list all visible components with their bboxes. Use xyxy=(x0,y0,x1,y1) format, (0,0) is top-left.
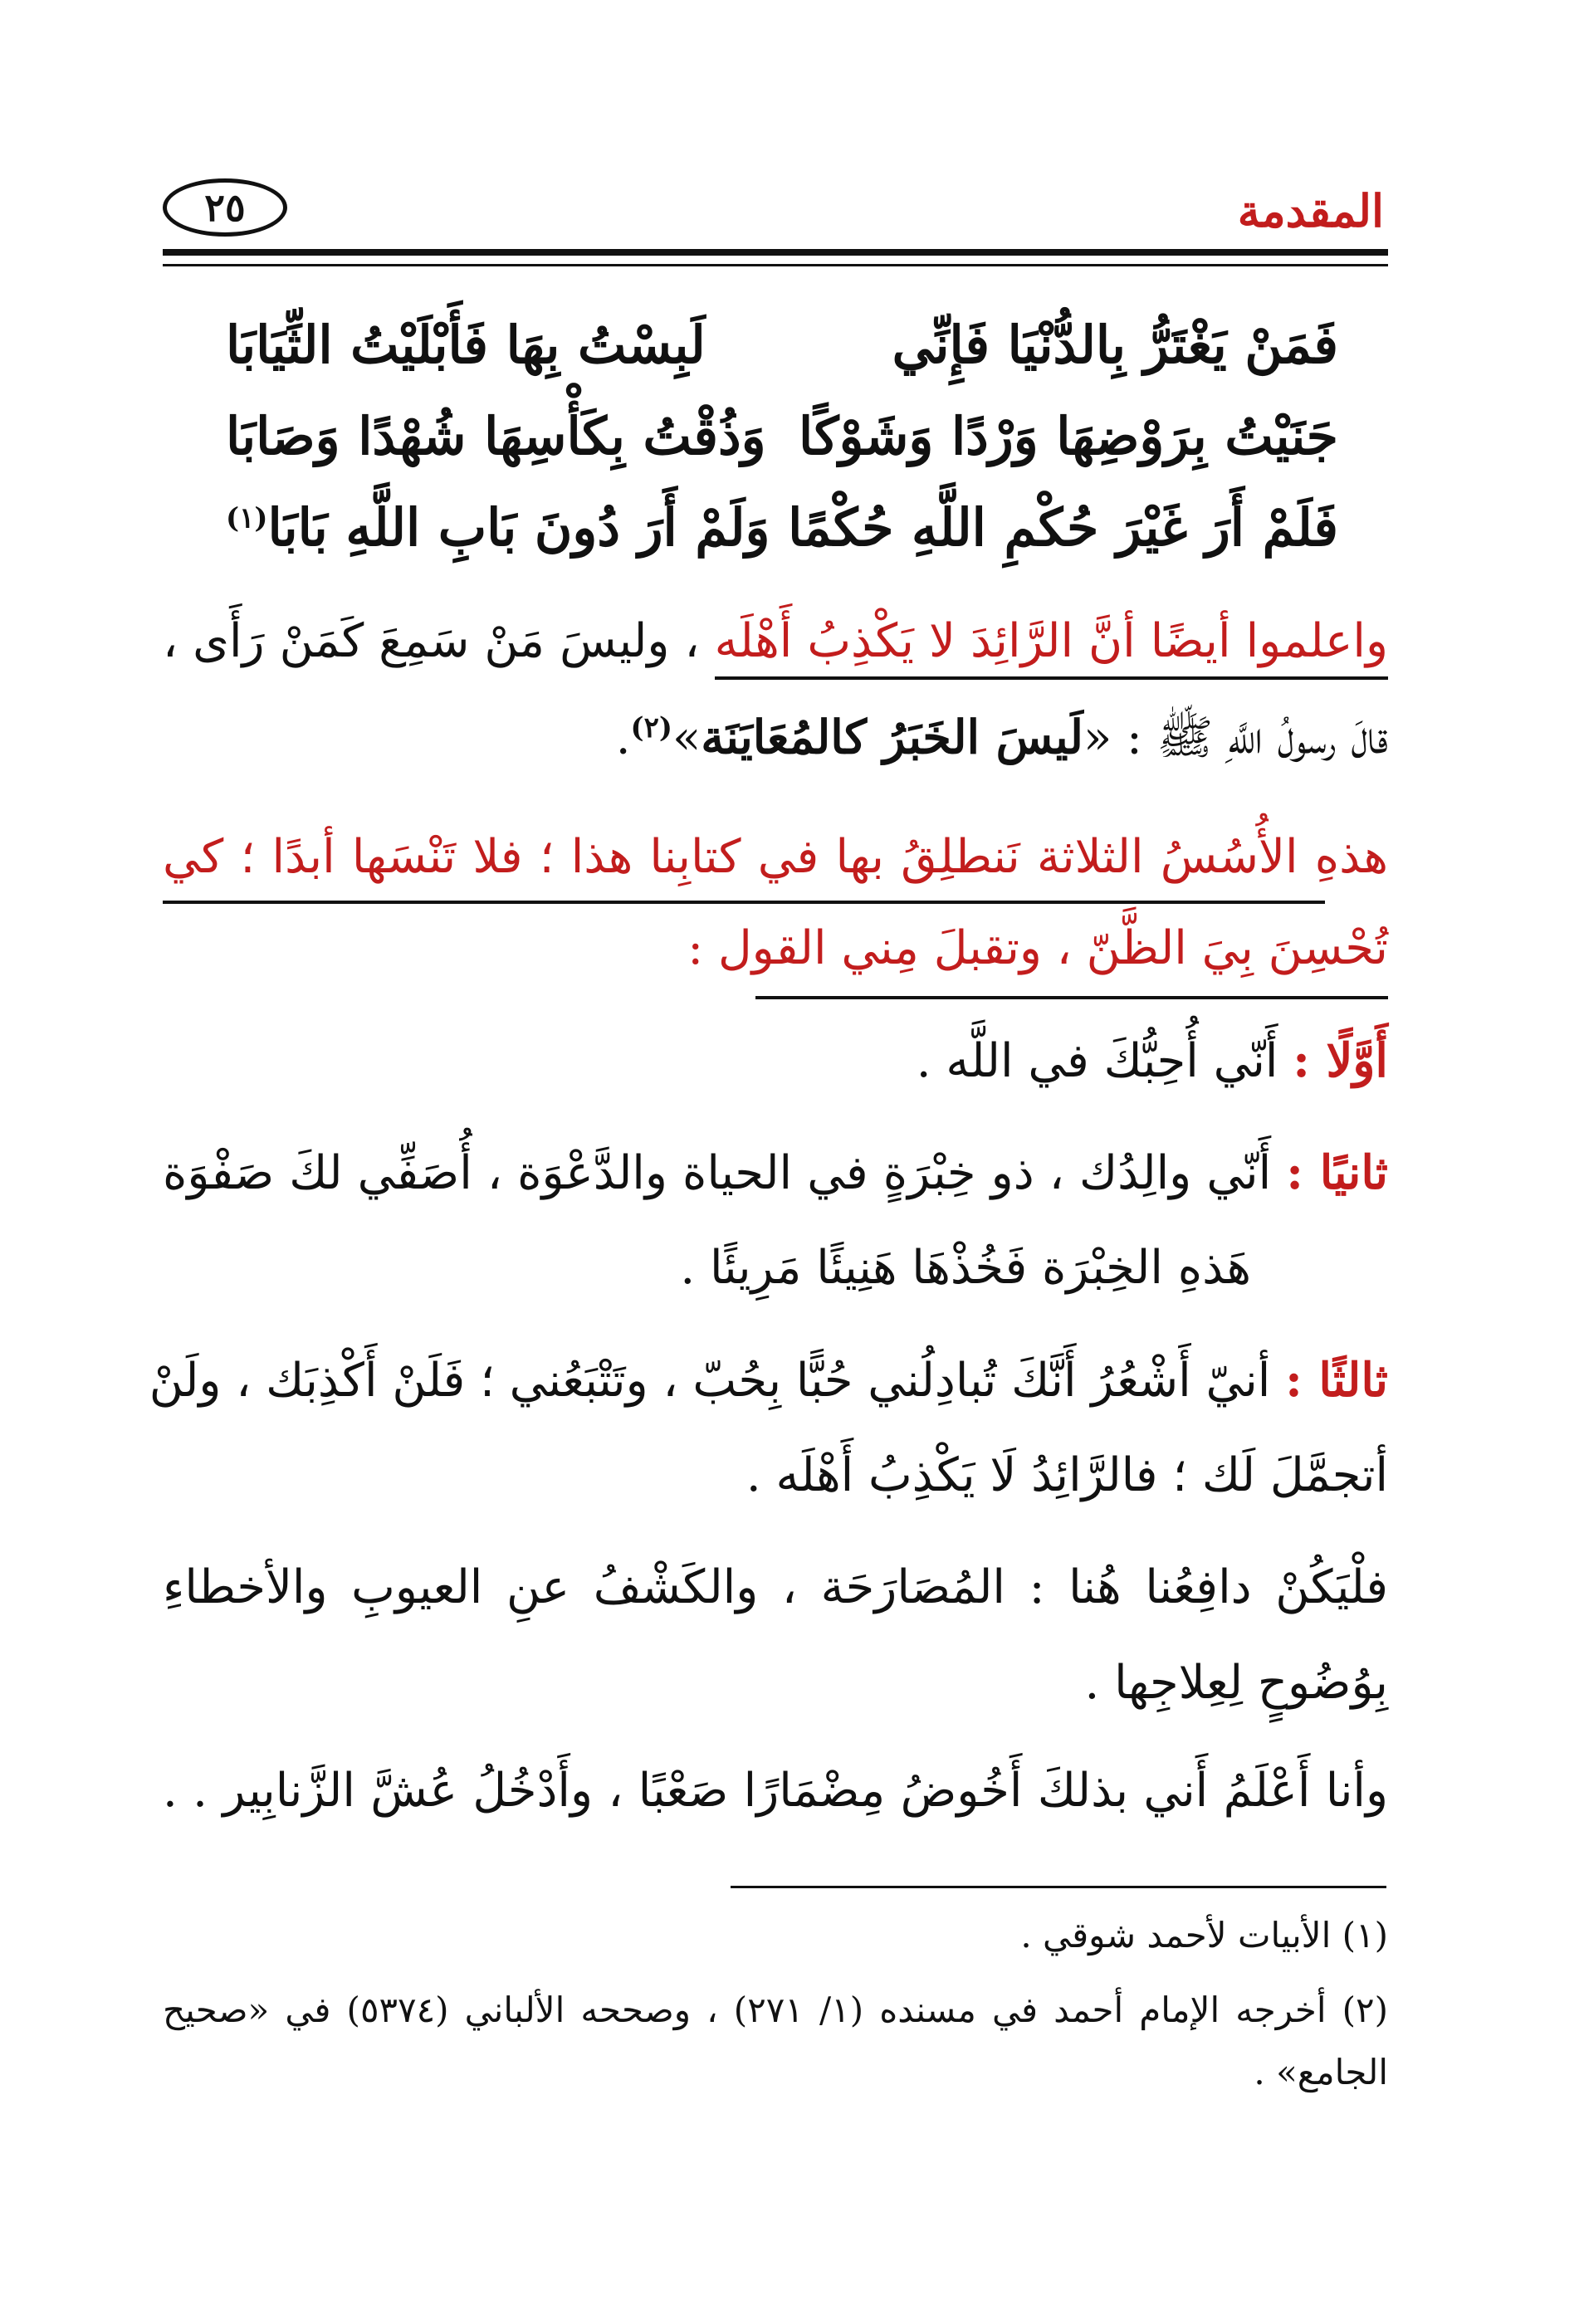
paragraph-1-line-1 xyxy=(163,614,1388,668)
hadith-quote: لَيسَ الخَبَرُ كالمُعَايَنَة xyxy=(701,710,1083,765)
paragraph-1-line-2 xyxy=(163,710,1388,765)
verse-1-first-hemistich: فَمَنْ يَغْتَرُّ بِالدُّنْيَا فَإِنِّي xyxy=(892,315,1338,375)
footnote-ref-2: (٢) xyxy=(630,711,672,745)
chapter-title: المقدمة xyxy=(1237,184,1384,237)
verse-1-second-hemistich: لَبِسْتُ بِهَا فَأَبْلَيْتُ الثِّيَابَا xyxy=(226,315,706,375)
verse-2-second-hemistich: وَذُقْتُ بِكَأْسِهَا شُهْدًا وَصَابَا xyxy=(226,406,766,466)
point-3-line-1 xyxy=(149,1353,1388,1408)
hadith-end: . xyxy=(615,710,631,765)
paragraph-4-line-1: وأنا أَعْلَمُ أَني بذلكَ أَخُوضُ مِضْمَارًا صَعْبًا ، وأَدْخُلُ عُشَّ الزَّنابِير . . xyxy=(163,1764,1388,1818)
paragraph-3-line-2: بِوُضُوحٍ لِعِلاجِها . xyxy=(1084,1656,1388,1710)
header-rule-thin xyxy=(163,264,1388,266)
paragraph-2-line-1: هذهِ الأُسُسُ الثلاثة نَنطلِقُ بها في كتابِنا هذا ؛ فلا تَنْسَها أبدًا ؛ كي xyxy=(163,830,1388,884)
footnote-2-line-1: (٢) أخرجه الإمام أحمد في مسنده (١/ ٢٧١) ، وصححه الألباني (٥٣٧٤) في «صحيح xyxy=(163,1990,1388,2030)
point-2-line-1 xyxy=(163,1145,1388,1200)
paragraph-2-underline-1 xyxy=(163,901,1325,904)
point-1-label: أَوَّلًا : xyxy=(1293,1033,1388,1088)
highlighted-sentence: واعلموا أيضًا أنَّ الرَّائِدَ لا يَكْذِبُ أَهْلَه xyxy=(715,614,1388,680)
footnote-separator xyxy=(731,1886,1386,1888)
point-1-text: أَنّي أُحِبُّكَ في اللَّه . xyxy=(916,1034,1278,1088)
point-3-text: أنيّ أَشْعُرُ أَنَّكَ تُبادِلُني حُبًّا بِحُبّ ، وتَتْبَعُني ؛ فَلَنْ أَكْذِبَك ، ولَنْ xyxy=(149,1354,1271,1408)
page-number-badge xyxy=(163,178,287,237)
hadith-intro: قالَ رسولُ اللَّهِ ﷺ : « xyxy=(1083,710,1388,765)
point-2-label: ثانيًا : xyxy=(1286,1145,1388,1200)
paragraph-3-line-1: فلْيَكُنْ دافِعُنا هُنا : المُصَارَحَة ، والكَشْفُ عنِ العيوبِ والأخطاءِ xyxy=(163,1560,1388,1614)
verse-2-first-hemistich: جَنَيْتُ بِرَوْضِهَا وَرْدًا وَشَوْكًا xyxy=(799,406,1338,466)
verse-3-first-hemistich: فَلَمْ أَرَ غَيْرَ حُكْمِ اللَّهِ حُكْمًا xyxy=(788,497,1338,558)
paragraph-1-rest: ، وليسَ مَنْ سَمِعَ كَمَنْ رَأَى ، xyxy=(163,614,700,668)
paragraph-2-line-2: تُحْسِنَ بِيَ الظَّنّ ، وتقبلَ مِني القول : xyxy=(687,921,1388,975)
point-1 xyxy=(163,1033,1388,1088)
footnote-1: (١) الأبيات لأحمد شوقي . xyxy=(1020,1915,1388,1955)
verse-3-second-hemistich xyxy=(226,497,770,558)
verse-3-text: وَلَمْ أَرَ دُونَ بَابِ اللَّهِ بَابَا xyxy=(267,497,770,558)
footnote-2-line-2: الجامع» . xyxy=(1254,2052,1388,2092)
paragraph-2-underline-2 xyxy=(755,996,1388,999)
page-number: ٢٥ xyxy=(204,185,246,230)
point-2-line-2: هَذهِ الخِبْرَة فَخُذْهَا هَنِيئًا مَرِيئًا . xyxy=(680,1241,1251,1295)
point-3-line-2: أتجمَّلَ لَك ؛ فالرَّائِدُ لَا يَكْذِبُ أَهْلَه . xyxy=(746,1448,1388,1502)
point-2-text: أَنّي والِدُك ، ذو خِبْرَةٍ في الحياة والدَّعْوَة ، أُصَفِّي لكَ صَفْوَة xyxy=(163,1146,1272,1200)
footnote-ref-1: (١) xyxy=(226,501,268,535)
hadith-close: » xyxy=(672,710,702,765)
header-rule-thick xyxy=(163,249,1388,256)
point-3-label: ثالثًا : xyxy=(1285,1353,1388,1408)
